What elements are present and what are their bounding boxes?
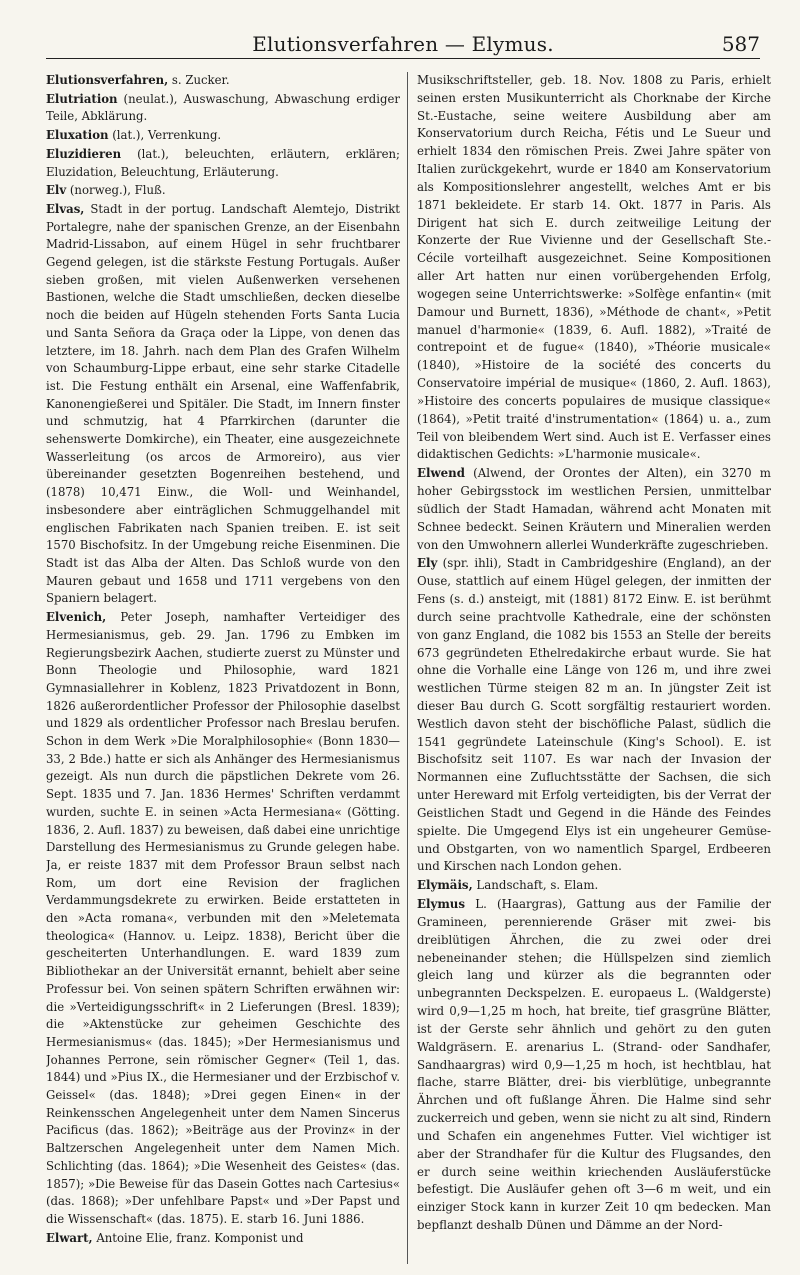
dictionary-entry <box>46 1230 400 1248</box>
page-title: Elutionsverfahren — Elymus. <box>252 32 554 56</box>
dictionary-entry <box>417 465 771 554</box>
entry-text: (neulat.), Auswaschung, Abwaschung erdiger Teile, Abklärung. <box>46 91 400 124</box>
entry-text: Antoine Elie, franz. Komponist und <box>92 1230 304 1245</box>
entry-text: (lat.), beleuchten, erläutern, erklären; Eluzidation, Beleuchtung, Erläuterung. <box>46 146 400 179</box>
dictionary-entry <box>417 72 771 464</box>
entry-headword: Elymus <box>417 897 466 912</box>
dictionary-entry <box>417 896 771 1235</box>
dictionary-entry <box>46 182 400 200</box>
dictionary-entry <box>46 72 400 90</box>
dictionary-entry <box>46 91 400 126</box>
entry-text: s. Zucker. <box>168 73 230 87</box>
entry-headword: Elutionsverfahren, <box>46 73 169 87</box>
left-column <box>46 72 400 1264</box>
dictionary-entry <box>46 146 400 181</box>
right-column <box>417 72 771 1264</box>
entry-headword: Ely <box>417 556 438 571</box>
entry-text: Landschaft, s. Elam. <box>472 878 599 893</box>
entry-text: (spr. ihli), Stadt in Cambridgeshire (England), an der Ouse, stattlich auf einem Hügel gelegen, der inmitten der Fens (s. d.) ansteigt, mit (1881) 8172 Einw. E. ist berühmt durch seine prachtvolle Kathedrale, eine der schönsten von ganz England, die 1082 bis 1553 an Stelle der bereits 673 gegründeten Ethelredakirche erbaut wurde. Sie hat ohne die Vorhalle eine Länge von 126 m, und ihre zwei westlichen Türme steigen 82 m an. In jüngster Zeit ist dieser Bau durch G. Scott sorgfältig restauriert worden. Westlich davon steht der bischöfliche Palast, südlich die 1541 gegründete Lateinschule (King's School). E. ist Bischofsitz seit 1107. Es war nach der Invasion der Normannen eine Zufluchtsstätte der Sachsen, die sich unter Hereward mit Erfolg verteidigten, bis der Verrat der Geistlichen Stadt und Gegend in die Hände des Feindes spielte. Die Umgegend Elys ist ein ungeheurer Gemüse- und Obstgarten, von wo namentlich Spargel, Erdbeeren und Kirschen nach London gehen. <box>417 556 771 874</box>
entry-headword: Elymäis, <box>417 878 473 893</box>
entry-headword: Elwart, <box>46 1230 93 1245</box>
entry-text: Peter Joseph, namhafter Verteidiger des Hermesianismus, geb. 29. Jan. 1796 zu Embken im Regierungsbezirk Aachen, studierte zuerst zu Münster und Bonn Theologie und Philosophie, ward 1821 Gymnasiallehrer in Koblenz, 1823 Privatdozent in Bonn, 1826 außerordentlicher Professor der Philosophie daselbst und 1829 als ordentlicher Professor nach Breslau berufen. Schon in dem Werk »Die Moralphilosophie« (Bonn 1830—33, 2 Bde.) hatte er sich als Anhänger des Hermesianismus gezeigt. Als nun durch die päpstlichen Dekrete vom 26. Sept. 1835 und 7. Jan. 1836 Hermes' Schriften verdammt wurden, suchte E. in seinen »Acta Hermesiana« (Götting. 1836, 2. Aufl. 1837) zu beweisen, daß dabei eine unrichtige Darstellung des Hermesianismus zu Grunde gelegen habe. Ja, er reiste 1837 mit dem Professor Braun selbst nach Rom, um dort eine Revision der fraglichen Verdammungsdekrete zu erwirken. Beide erstatteten in den »Acta romana«, verbunden mit den »Meletemata theologica« (Hannov. u. Leipz. 1838), Bericht über die gescheiterten Unterhandlungen. E. ward 1839 zum Bibliothekar an der Universität ernannt, behielt aber seine Professur bei. Von seinen spätern Schriften erwähnen wir: die »Verteidigungsschrift« in 2 Lieferungen (Bresl. 1839); die »Aktenstücke zur geheimen Geschichte des Hermesianismus« (das. 1845); »Der Hermesianismus und Johannes Perrone, sein römischer Gegner« (Teil 1, das. 1844) und »Pius IX., die Hermesianer und der Erzbischof v. Geissel« (das. 1848); »Drei gegen Einen« in der Reinkensschen Angelegenheit unter dem Namen Sincerus Pacificus (das. 1862); »Beiträge aus der Provinz« in der Baltzerschen Angelegenheit unter dem Namen Mich. Schlichting (das. 1864); »Die Wesenheit des Geistes« (das. 1857); »Die Beweise für das Dasein Gottes nach Cartesius« (das. 1868); »Der unfehlbare Papst« und »Der Papst und die Wissenschaft« (das. 1875). E. starb 16. Juni 1886. <box>46 610 400 1226</box>
entry-headword: Elvenich, <box>46 610 107 625</box>
entry-text: L. (Haargras), Gattung aus der Familie der Gramineen, perennierende Gräser mit zwei- bis dreiblütigen Ährchen, die zu zwei oder drei nebeneinander stehen; die Hüllspelzen sind ziemlich gleich lang und kürzer als die begrannten oder unbegrannten Deckspelzen. E. europaeus L. (Waldgerste) wird 0,9—1,25 m hoch, hat breite, tief grasgrüne Blätter, ist der Gerste sehr ähnlich und gehört zu den guten Waldgräsern. E. arenarius L. (Strand- oder Sandhafer, Sandhaargras) wird 0,9—1,25 m hoch, ist hechtblau, hat flache, starre Blätter, drei- bis vierblütige, unbegrannte Ährchen und oft fußlange Ähren. Die Halme sind sehr zuckerreich und geben, wenn sie nicht zu alt sind, Rindern und Schafen ein angenehmes Futter. Viel wichtiger ist aber der Strandhafer für die Kultur des Flugsandes, den er durch seine weithin kriechenden Ausläuferstücke befestigt. Die Ausläufer gehen oft 3—6 m weit, und ein einziger Stock kann in kurzer Zeit 10 qm bedecken. Man bepflanzt deshalb Dünen und Dämme an der Nord- <box>417 897 771 1232</box>
entry-headword: Elv <box>46 183 67 198</box>
entry-text: (lat.), Verrenkung. <box>108 128 222 143</box>
dictionary-entry <box>46 609 400 1229</box>
entry-headword: Eluxation <box>46 128 109 143</box>
dictionary-entry <box>417 555 771 876</box>
entry-headword: Eluzidieren <box>46 146 122 161</box>
entry-text: Musikschriftsteller, geb. 18. Nov. 1808 zu Paris, erhielt seinen ersten Musikunterricht als Chorknabe der Kirche St.-Eustache, seine weitere Ausbildung aber am Konservatorium durch Reicha, Fétis und Le Sueur und erhielt 1834 den römischen Preis. Zwei Jahre später von Italien zurückgekehrt, wurde er 1840 am Konservatorium als Kompositionslehrer angestellt, welches Amt er bis 1871 bekleidete. Er starb 14. Okt. 1877 in Paris. Als Dirigent hat sich E. durch zeitweilige Leitung der Konzerte der Rue Vivienne und der Gesellschaft Ste.-Cécile vorteilhaft ausgezeichnet. Seine Kompositionen aller Art hatten nur einen vorübergehenden Erfolg, wogegen seine Unterrichtswerke: »Solfège enfantin« (mit Damour und Burnett, 1836), »Méthode de chant«, »Petit manuel d'harmonie« (1839, 6. Aufl. 1882), »Traité de contrepoint et de fugue« (1840), »Théorie musicale« (1840), »Histoire de la société des concerts du Conservatoire impérial de musique« (1860, 2. Aufl. 1863), »Histoire des concerts populaires de musique classique« (1864), »Petit traité d'instrumentation« (1864) u. a., zum Teil von bleibendem Wert sind. Auch ist E. Verfasser eines didaktischen Gedichts: »L'harmonie musicale«. <box>417 73 771 462</box>
dictionary-entry <box>46 127 400 145</box>
page-number: 587 <box>721 32 760 56</box>
entry-text: (norweg.), Fluß. <box>66 183 166 198</box>
entry-text: Stadt in der portug. Landschaft Alemtejo, Distrikt Portalegre, nahe der spanischen Grenze, an der Eisenbahn Madrid-Lissabon, auf einem Hügel in sehr fruchtbarer Gegend gelegen, ist die stärkste Festung Portugals. Außer sieben großen, mit vielen Außenwerken versehenen Bastionen, welche die Stadt umschließen, decken dieselbe noch die beiden auf Hügeln stehenden Forts Santa Lucia und Santa Señora da Graça oder la Lippe, von denen das letztere, im 18. Jahrh. nach dem Plan des Grafen Wilhelm von Schaumburg-Lippe erbaut, eine sehr starke Citadelle ist. Die Festung enthält ein Arsenal, eine Waffenfabrik, Kanonengießerei und Spitäler. Die Stadt, im Innern finster und schmutzig, hat 4 Pfarrkirchen (darunter die sehenswerte Domkirche), ein Theater, eine ausgezeichnete Wasserleitung (os arcos de Armoreiro), aus vier übereinander gesetzten Bogenreihen bestehend, und (1878) 10,471 Einw., die Woll- und Weinhandel, insbesondere aber einträglichen Schmuggelhandel mit englischen Fabrikaten nach Spanien treiben. E. ist seit 1570 Bischofsitz. In der Umgebung reiche Eisenminen. Die Stadt ist das Alba der Alten. Das Schloß wurde von den Mauren gebaut und 1658 und 1711 vergebens von den Spaniern belagert. <box>46 201 400 606</box>
entry-headword: Elwend <box>417 466 465 481</box>
entry-headword: Elutriation <box>46 91 118 106</box>
text-columns <box>46 72 771 1264</box>
entry-text: (Alwend, der Orontes der Alten), ein 3270 m hoher Gebirgsstock im westlichen Persien, unmittelbar südlich der Stadt Hamadan, während acht Monaten mit Schnee bedeckt. Seinen Kräutern und Mineralien werden von den Umwohnern allerlei Wunderkräfte zugeschrieben. <box>417 466 771 552</box>
running-head <box>46 28 760 59</box>
entry-headword: Elvas, <box>46 201 85 216</box>
dictionary-entry <box>417 877 771 895</box>
dictionary-entry <box>46 201 400 608</box>
